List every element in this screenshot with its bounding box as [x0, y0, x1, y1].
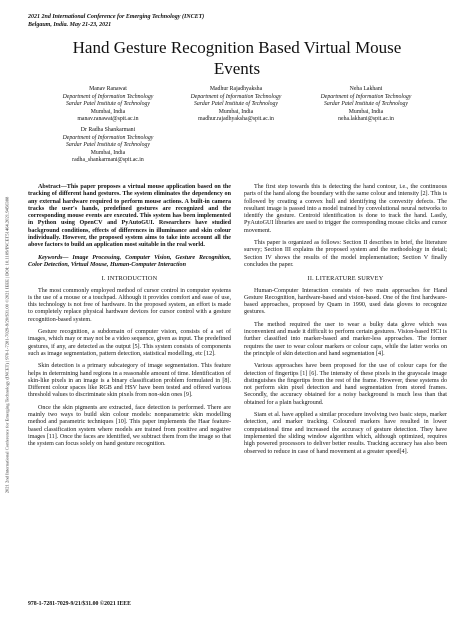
- author-email: manav.ranawat@spit.ac.in: [77, 116, 139, 123]
- body-paragraph: This paper is organized as follows: Section II describes in brief, the literature survey; Section III explains the proposed system and the methodology in detail; Section IV shows the results of the model implementation; Section V finally concludes the paper.: [244, 240, 447, 268]
- right-column: [244, 184, 447, 461]
- author-inst: Sardar Patel Institute of Technology: [66, 101, 150, 108]
- body-paragraph: The most commonly employed method of cursor control in computer systems is the use of a mouse or a touchpad. Although it provides comfort and ease of use, this technology is not free of hardware. In the proposed system, an effort is made to completely replace physical hardware devices for cursor control with a gesture recognition-based system.: [28, 287, 231, 323]
- body-paragraph: The first step towards this is detecting the hand contour, i.e., the continuous parts of the hand along the boundary with the same colour and intensity [2]. This is followed by creating a convex hull and identifying the convexity defects. The resultant image is passed into a model trained by convolutional neural networks to identify the gesture. Centroid identification is done to track the hand. Lastly, PyAutoGUI libraries are used to trigger the corresponding mouse clicks and cursor movement.: [244, 184, 447, 234]
- author-name: Neha Lakhani: [349, 86, 383, 92]
- body-paragraph: Skin detection is a primary subcategory of image segmentation. This feature helps in determining hand regions in a reasonable amount of time. Identification of skin-like pixels in an image is a binary classification problem formulated in [8]. Different colour spaces like RGB and HSV have been tested and offered various threshold values to discriminate skin pixels from non-skin ones [9].: [28, 363, 231, 399]
- abstract: Abstract—This paper proposes a virtual mouse application based on the tracking of different hand gestures. The system eliminates the dependency on any external hardware required to perform mouse actions. A built-in camera tracks the user's hands, predefined gestures are recognized and the corresponding mouse events are executed. This system has been implemented in Python using OpenCV and PyAutoGUI. Researchers have studied background conditions, effects of differences in illuminance and skin colour individually. However, the proposed system aims to take into account all the above factors to build an application most suitable in the real world.: [28, 184, 231, 249]
- footer-copyright: 978-1-7281-7029-9/21/$31.00 ©2021 IEEE: [28, 601, 132, 607]
- author-city: Mumbai, India: [218, 108, 254, 115]
- author-block-2: [176, 86, 296, 124]
- author-email: madhur.rajadhyaksha@spit.ac.in: [198, 116, 274, 123]
- author-name: Manav Ranawat: [89, 86, 127, 92]
- keywords: Keywords— Image Processing, Computer Vision, Gesture Recognition, Color Detection, Virtual Mouse, Human-Computer Interaction: [28, 254, 231, 268]
- author-block-1: [48, 86, 168, 124]
- author-city: Mumbai, India: [90, 108, 126, 115]
- body-paragraph: Siam et al. have applied a similar procedure involving two basic steps, marker detection, and marker tracking. Coloured markers have resulted in lower computational time and increased the accuracy of gesture detection. They have implemented the sliding window algorithm which, although optimized, requires high powered processors to deliver better results. Tracking accuracy has also been observed to reduce in case of hand movement at a greater speed[4].: [244, 412, 447, 455]
- author-inst: Sardar Patel Institute of Technology: [66, 142, 150, 149]
- author-city: Mumbai, India: [348, 108, 384, 115]
- author-inst: Sardar Patel Institute of Technology: [324, 101, 408, 108]
- author-dept: Department of Information Technology: [320, 93, 412, 100]
- author-dept: Department of Information Technology: [190, 93, 282, 100]
- conference-name: 2021 2nd International Conference for Emerging Technology (INCET): [28, 14, 205, 20]
- author-block-4: [48, 127, 168, 165]
- body-paragraph: Gesture recognition, a subdomain of computer vision, consists of a set of images, which may or may not be a video sequence, given as input. The predefined gestures, if any, are detected as the output [5]. This system consists of components such as image segmentation, pattern detection, statistical modelling, etc [12].: [28, 329, 231, 357]
- author-inst: Sardar Patel Institute of Technology: [194, 101, 278, 108]
- author-email: neha.lakhani@spit.ac.in: [338, 116, 394, 123]
- author-block-3: [306, 86, 426, 124]
- body-paragraph: Various approaches have been proposed for the use of colour caps for the detection of fingertips [1] [6]. The intensity of these pixels in the grayscale image distinguishes the fingertips from the rest of the frame. However, these systems do not perform skin pixel detection and hand segmentation from stored frames. Secondly, the accuracy obtained for a noisy background is much less than that obtained for a plain background.: [244, 363, 447, 406]
- paper-title: [40, 37, 434, 79]
- side-doi-text: 2021 2nd International Conference for Emerging Technology (INCET) | 978-1-7281-7029-9/20/$31.00 ©2021 IEEE | DOI: 10.1109/INCET51464.2021.9456388: [4, 196, 10, 494]
- author-name: Dr Radha Shankarmani: [80, 127, 136, 133]
- body-paragraph: Once the skin pigments are extracted, face detection is performed. There are mainly two ways to build skin colour models: nonparametric skin modelling method and parametric techniques [10]. This paper implements the Haar feature- based classification system where models are trained from positive and negative images [11]. Once the faces are identified, we subtract them from the image so that the system can focus solely on hand gesture recognition.: [28, 404, 231, 448]
- conference-header: [28, 14, 204, 29]
- left-column: [28, 184, 231, 454]
- section-heading-literature-survey: II. LITERATURE SURVEY: [307, 275, 384, 283]
- side-doi-strip: [3, 110, 11, 580]
- author-city: Mumbai, India: [90, 149, 126, 156]
- author-email: radha_shankarmani@spit.ac.in: [72, 157, 144, 164]
- author-name: Madhur Rajadhyaksha: [209, 86, 263, 92]
- title-line-2: Events: [213, 59, 261, 78]
- section-heading-introduction: I. INTRODUCTION: [101, 275, 158, 283]
- body-paragraph: The method required the user to wear a bulky data glove which was inconvenient and made it difficult to perform certain gestures. Vision-based HCI is further classified into marker-based and marker-less approaches. The former requires the user to wear colour markers or colour caps, while the latter works on the principle of skin detection and hand segmentation [4].: [244, 321, 447, 357]
- author-dept: Department of Information Technology: [62, 93, 154, 100]
- body-paragraph: Human-Computer Interaction consists of two main approaches for Hand Gesture Recognition, hardware-based and vision-based. One of the first hardware-based approaches, proposed by Quam in 1990, used data gloves to recognize gestures.: [244, 287, 447, 316]
- title-line-1: Hand Gesture Recognition Based Virtual Mouse: [72, 38, 402, 57]
- author-dept: Department of Information Technology: [62, 134, 154, 141]
- conference-location: Belgaum, India. May 21-23, 2021: [28, 21, 112, 28]
